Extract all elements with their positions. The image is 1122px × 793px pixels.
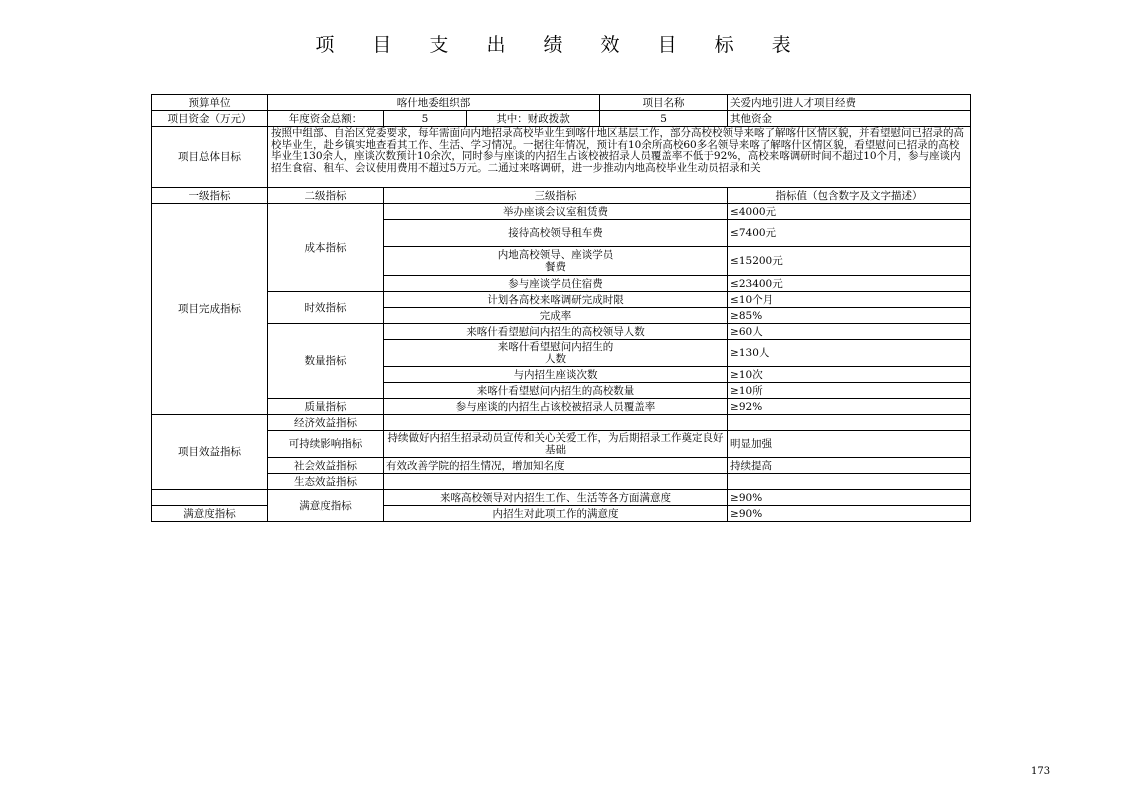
performance-goal-table (151, 94, 971, 522)
indicator-name: 参与座谈学员住宿费 (384, 276, 728, 292)
quality-indicator-label: 质量指标 (268, 399, 384, 415)
indicator-name (384, 415, 728, 431)
indicator-value: ≤10个月 (728, 292, 971, 308)
indicator-value (728, 415, 971, 431)
col-level2-header: 二级指标 (268, 188, 384, 204)
sustainable-impact-label: 可持续影响指标 (268, 431, 384, 458)
completion-indicator-label: 项目完成指标 (152, 204, 268, 415)
indicator-value: ≥92% (728, 399, 971, 415)
table-row (152, 292, 971, 308)
ecological-benefit-label: 生态效益指标 (268, 474, 384, 490)
social-benefit-label: 社会效益指标 (268, 458, 384, 474)
indicator-name: 来喀什看望慰问内招生的人数 (384, 340, 728, 367)
benefit-indicator-label: 项目效益指标 (152, 415, 268, 490)
table-row (152, 490, 971, 506)
indicator-name: 计划各高校来喀调研完成时限 (384, 292, 728, 308)
satisfaction-sub-label: 满意度指标 (268, 490, 384, 522)
overall-goal-text: 按照中组部、自治区党委要求，每年需面向内地招录高校毕业生到喀什地区基层工作，部分高校校领导来喀了解喀什区情区貌，并看望慰问已招录的高校毕业生，赴乡镇实地查看其工作、生活、学习情况。一据往年情况，预计有10余所高校60多名领导来喀了解喀什区情区貌，看望慰问已招录的高校毕业生130余人，座谈次数预计10余次，同时参与座谈的内招生占该校被招录人员覆盖率不低于92%，高校来喀调研时间不超过10个月，参与座谈内招生食宿、租车、会议使用费用不超过5万元。二通过来喀调研，进一步推动内地高校毕业生动员招录和关 (268, 127, 971, 188)
col-value-header: 指标值（包含数字及文字描述） (728, 188, 971, 204)
empty-cell (152, 490, 268, 506)
funds-label: 项目资金（万元） (152, 111, 268, 127)
table-row (152, 474, 971, 490)
indicator-value: ≥90% (728, 490, 971, 506)
indicator-name (384, 474, 728, 490)
col-level1-header: 一级指标 (152, 188, 268, 204)
page-number: 173 (1031, 766, 1051, 777)
indicator-value: ≥10所 (728, 383, 971, 399)
indicator-name: 来喀什看望慰问内招生的高校数量 (384, 383, 728, 399)
table-row (152, 431, 971, 458)
indicator-name: 来喀什看望慰问内招生的高校领导人数 (384, 324, 728, 340)
column-header-row (152, 188, 971, 204)
overall-goal-label: 项目总体目标 (152, 127, 268, 188)
indicator-value: ≥60人 (728, 324, 971, 340)
project-name-value: 关爱内地引进人才项目经费 (728, 95, 971, 111)
indicator-name: 内招生对此项工作的满意度 (384, 506, 728, 522)
indicator-value: ≥85% (728, 308, 971, 324)
indicator-name: 来喀高校领导对内招生工作、生活等各方面满意度 (384, 490, 728, 506)
table-row (152, 458, 971, 474)
indicator-name: 有效改善学院的招生情况，增加知名度 (384, 458, 728, 474)
table-row (152, 204, 971, 220)
annual-total-value: 5 (384, 111, 467, 127)
indicator-value: ≥10次 (728, 367, 971, 383)
indicator-value: 明显加强 (728, 431, 971, 458)
indicator-value: ≤4000元 (728, 204, 971, 220)
indicator-name: 举办座谈会议室租赁费 (384, 204, 728, 220)
indicator-name: 与内招生座谈次数 (384, 367, 728, 383)
indicator-value: 持续提高 (728, 458, 971, 474)
table-row (152, 399, 971, 415)
budget-unit-value: 喀什地委组织部 (268, 95, 600, 111)
indicator-name: 完成率 (384, 308, 728, 324)
budget-unit-row (152, 95, 971, 111)
indicator-value (728, 474, 971, 490)
indicator-value: ≤15200元 (728, 247, 971, 276)
col-level3-header: 三级指标 (384, 188, 728, 204)
other-funds-label: 其他资金 (728, 111, 971, 127)
overall-goal-row (152, 127, 971, 188)
funds-row (152, 111, 971, 127)
indicator-name: 内地高校领导、座谈学员餐费 (384, 247, 728, 276)
indicator-name: 参与座谈的内招生占该校被招录人员覆盖率 (384, 399, 728, 415)
time-indicator-label: 时效指标 (268, 292, 384, 324)
satisfaction-indicator-label: 满意度指标 (152, 506, 268, 522)
indicator-name: 接待高校领导租车费 (384, 220, 728, 247)
table-row (152, 324, 971, 340)
annual-total-label: 年度资金总额： (268, 111, 384, 127)
quantity-indicator-label: 数量指标 (268, 324, 384, 399)
indicator-value: ≤7400元 (728, 220, 971, 247)
indicator-value: ≤23400元 (728, 276, 971, 292)
project-name-label: 项目名称 (600, 95, 728, 111)
indicator-value: ≥90% (728, 506, 971, 522)
fiscal-value: 5 (600, 111, 728, 127)
indicator-name: 持续做好内招生招录动员宣传和关心关爱工作，为后期招录工作奠定良好基础 (384, 431, 728, 458)
fiscal-label: 其中：财政拨款 (467, 111, 600, 127)
budget-unit-label: 预算单位 (152, 95, 268, 111)
cost-indicator-label: 成本指标 (268, 204, 384, 292)
economic-benefit-label: 经济效益指标 (268, 415, 384, 431)
indicator-value: ≥130人 (728, 340, 971, 367)
page-title: 项 目 支 出 绩 效 目 标 表 (315, 34, 807, 56)
table-row (152, 415, 971, 431)
